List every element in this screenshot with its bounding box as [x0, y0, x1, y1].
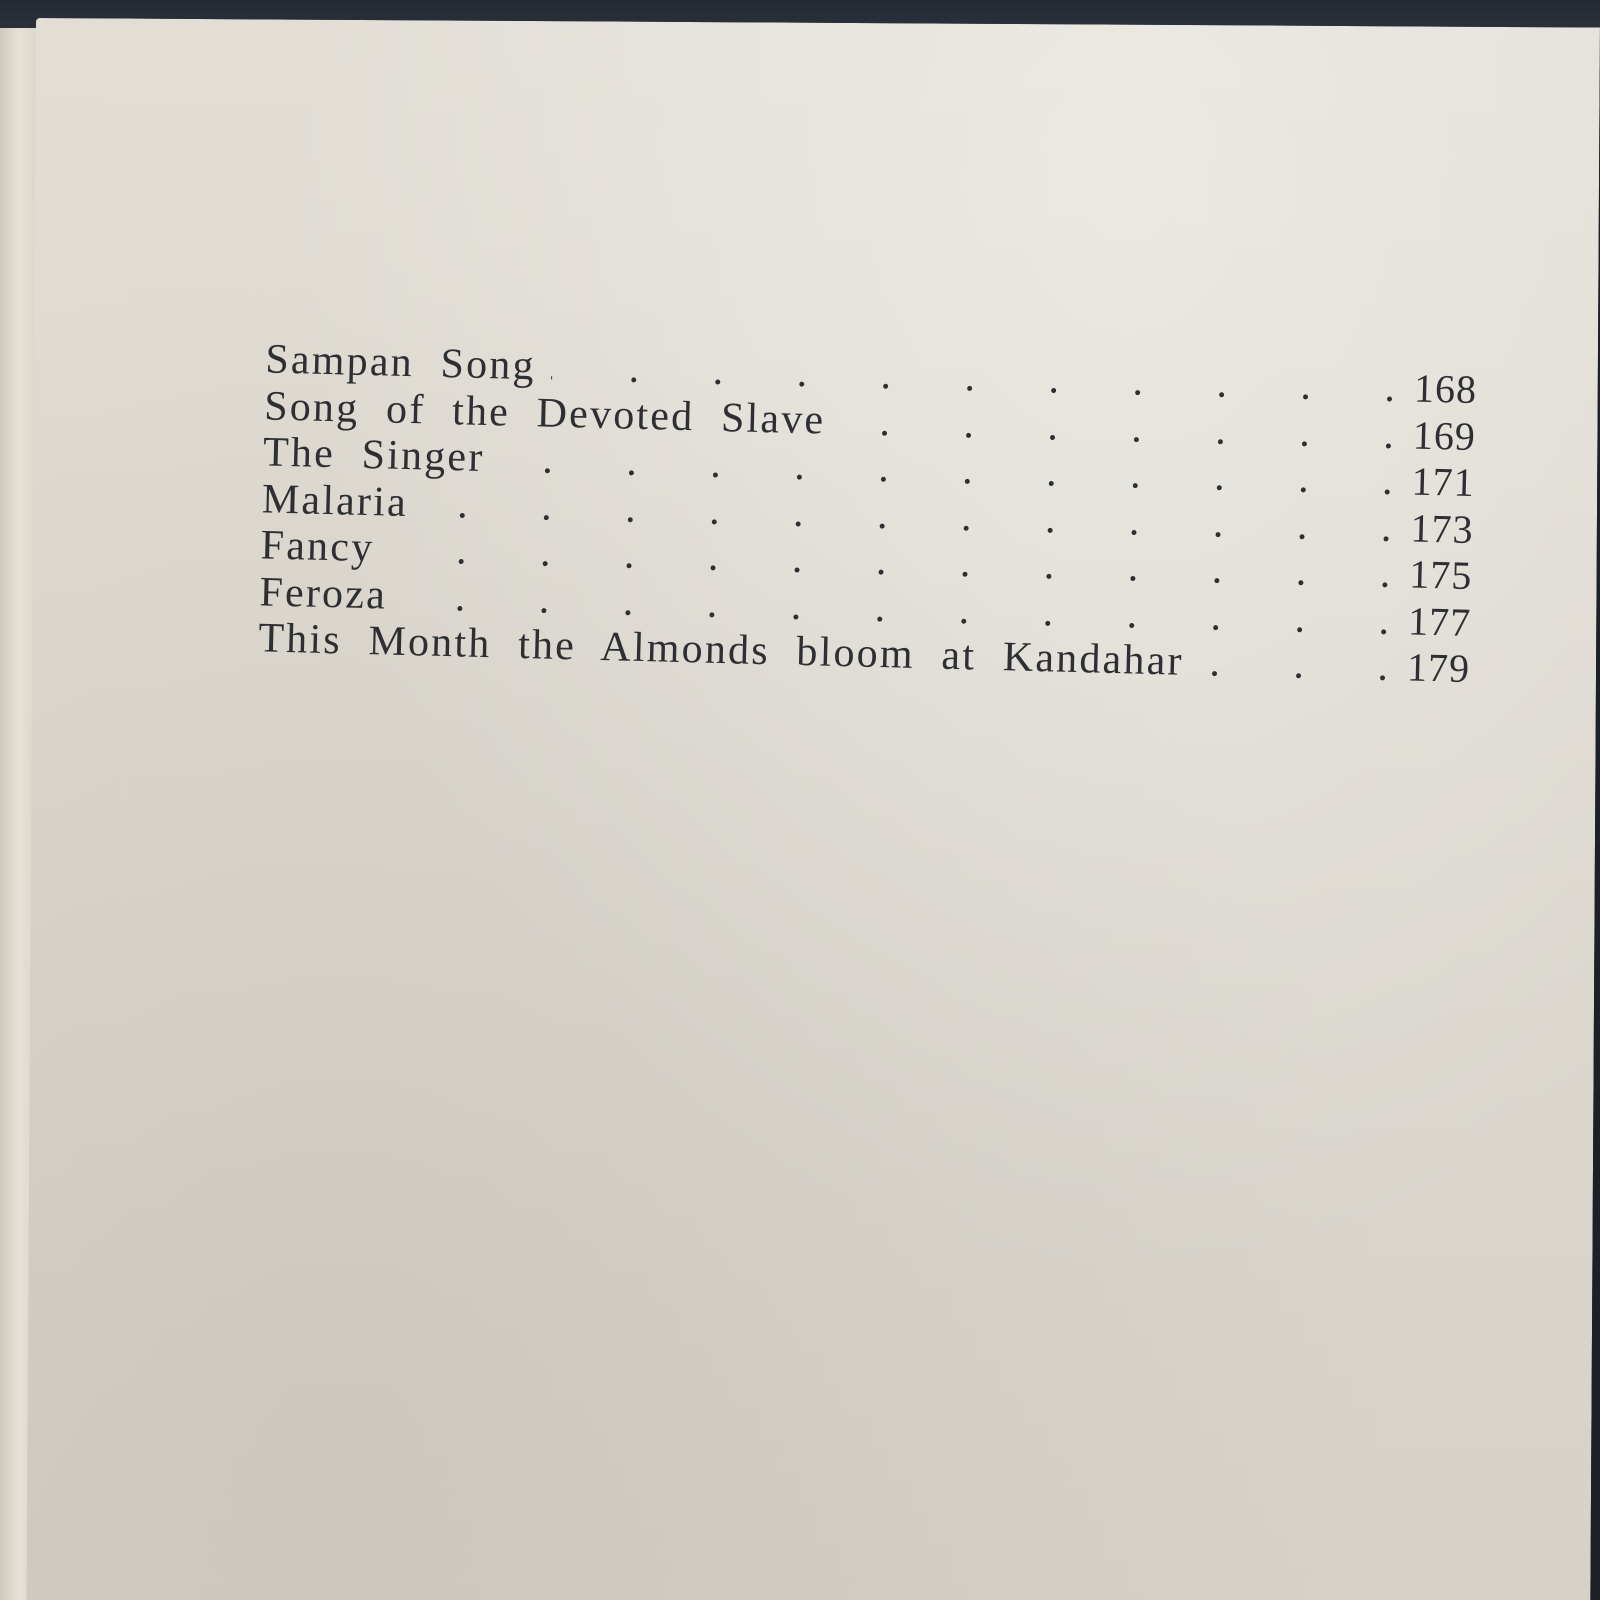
- toc-entry-page: 175: [1408, 551, 1473, 599]
- toc-entry-page: 171: [1411, 458, 1476, 506]
- toc-entry-page: 168: [1413, 365, 1478, 413]
- toc-entry-title: The Singer: [262, 429, 486, 481]
- toc-entry-title: Fancy: [260, 522, 375, 572]
- toc-entry-page: 173: [1410, 504, 1475, 552]
- toc-entry-page: 179: [1406, 644, 1471, 691]
- toc-entry-title: Sampan Song: [264, 336, 537, 390]
- toc-entry-page: 169: [1412, 411, 1477, 459]
- toc-entry-title: This Month the Almonds bloom at Kandahar: [257, 615, 1185, 685]
- toc-entry-title: Malaria: [261, 475, 409, 526]
- dot-leader: [1199, 638, 1389, 691]
- toc-entry-title: Song of the Devoted Slave: [263, 382, 826, 444]
- book-page: [26, 18, 1600, 1600]
- toc-entry-title: Feroza: [258, 568, 388, 619]
- table-of-contents: [258, 335, 1478, 691]
- toc-entry-page: 177: [1407, 597, 1472, 645]
